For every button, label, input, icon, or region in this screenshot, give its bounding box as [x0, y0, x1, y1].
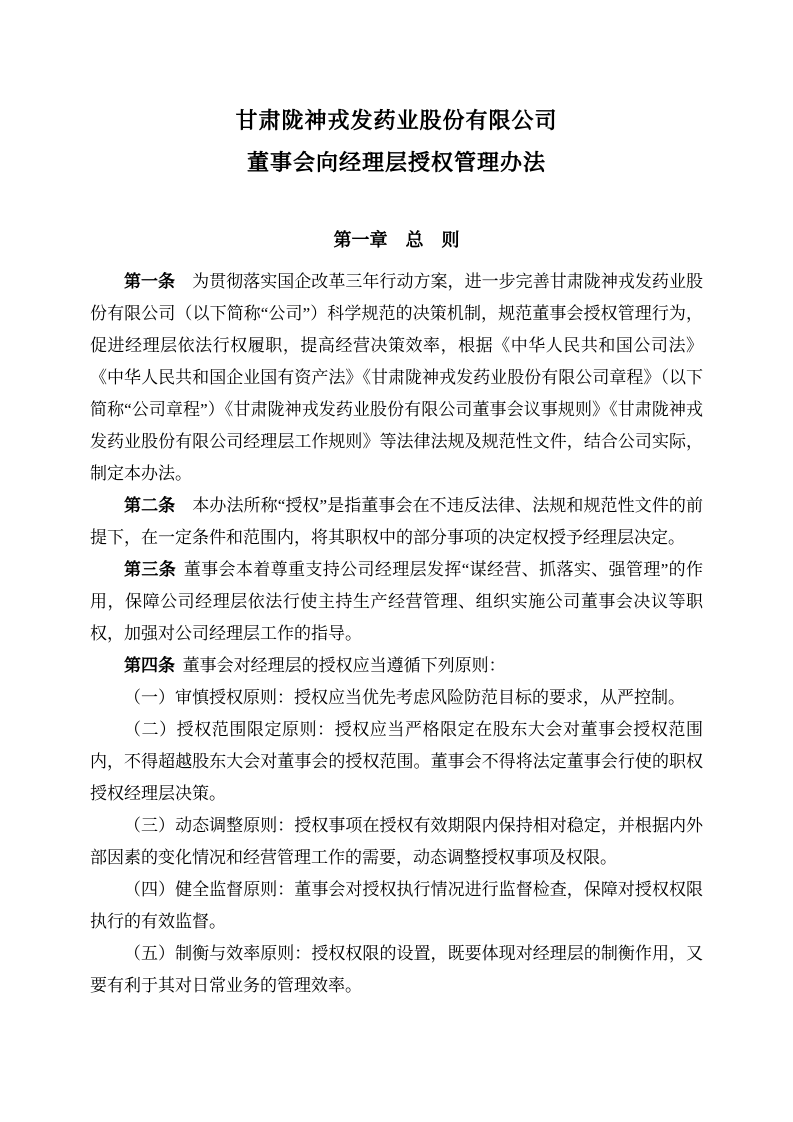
- article-2: [90, 490, 703, 554]
- article-3: [90, 554, 703, 650]
- article-1-text: 为贯彻落实国企改革三年行动方案，进一步完善甘肃陇神戎发药业股份有限公司（以下简称“公司”）科学规范的决策机制，规范董事会授权管理行为，促进经理层依法行权履职，提高经营决策效率，根据《中华人民共和国公司法》《中华人民共和国企业国有资产法》《甘肃陇神戎发药业股份有限公司章程》（以下简称“公司章程”）《甘肃陇神戎发药业股份有限公司董事会议事规则》《甘肃陇神戎发药业股份有限公司经理层工作规则》等法律法规及规范性文件，结合公司实际，制定本办法。: [90, 272, 703, 483]
- principle-item-1: （一）审慎授权原则：授权应当优先考虑风险防范目标的要求，从严控制。: [124, 688, 685, 707]
- article-4-text: 董事会对经理层的授权应当遵循下列原则：: [182, 656, 506, 675]
- document-title-line1: 甘肃陇神戎发药业股份有限公司: [235, 108, 558, 133]
- chapter-heading: 第一章 总 则: [333, 230, 460, 250]
- document-body: [90, 266, 703, 1002]
- article-2-text: 本办法所称“授权”是指董事会在不违反法律、法规和规范性文件的前提下，在一定条件和范围内，将其职权中的部分事项的决定权授予经理层决定。: [90, 496, 703, 547]
- article-4-label: 第四条: [124, 656, 175, 675]
- principle-item-3: （三）动态调整原则：授权事项在授权有效期限内保持相对稳定，并根据内外部因素的变化情况和经营管理工作的需要，动态调整授权事项及权限。: [90, 816, 703, 867]
- article-4: [90, 650, 703, 682]
- principle-item-5: （五）制衡与效率原则：授权权限的设置，既要体现对经理层的制衡作用，又要有利于其对日常业务的管理效率。: [90, 944, 703, 995]
- article-1-label: 第一条: [124, 272, 176, 291]
- article-1: [90, 266, 703, 490]
- document-title-line2: 董事会向经理层授权管理办法: [246, 150, 546, 175]
- principle-item-4: （四）健全监督原则：董事会对授权执行情况进行监督检查，保障对授权权限执行的有效监督。: [90, 880, 703, 931]
- article-3-text: 董事会本着尊重支持公司经理层发挥“谋经营、抓落实、强管理”的作用，保障公司经理层依法行使主持生产经营管理、组织实施公司董事会决议等职权，加强对公司经理层工作的指导。: [90, 560, 704, 643]
- article-3-label: 第三条: [124, 560, 177, 579]
- principle-item-2: （二）授权范围限定原则：授权应当严格限定在股东大会对董事会授权范围内，不得超越股东大会对董事会的授权范围。董事会不得将法定董事会行使的职权授权经理层决策。: [90, 720, 703, 803]
- article-2-label: 第二条: [124, 496, 176, 515]
